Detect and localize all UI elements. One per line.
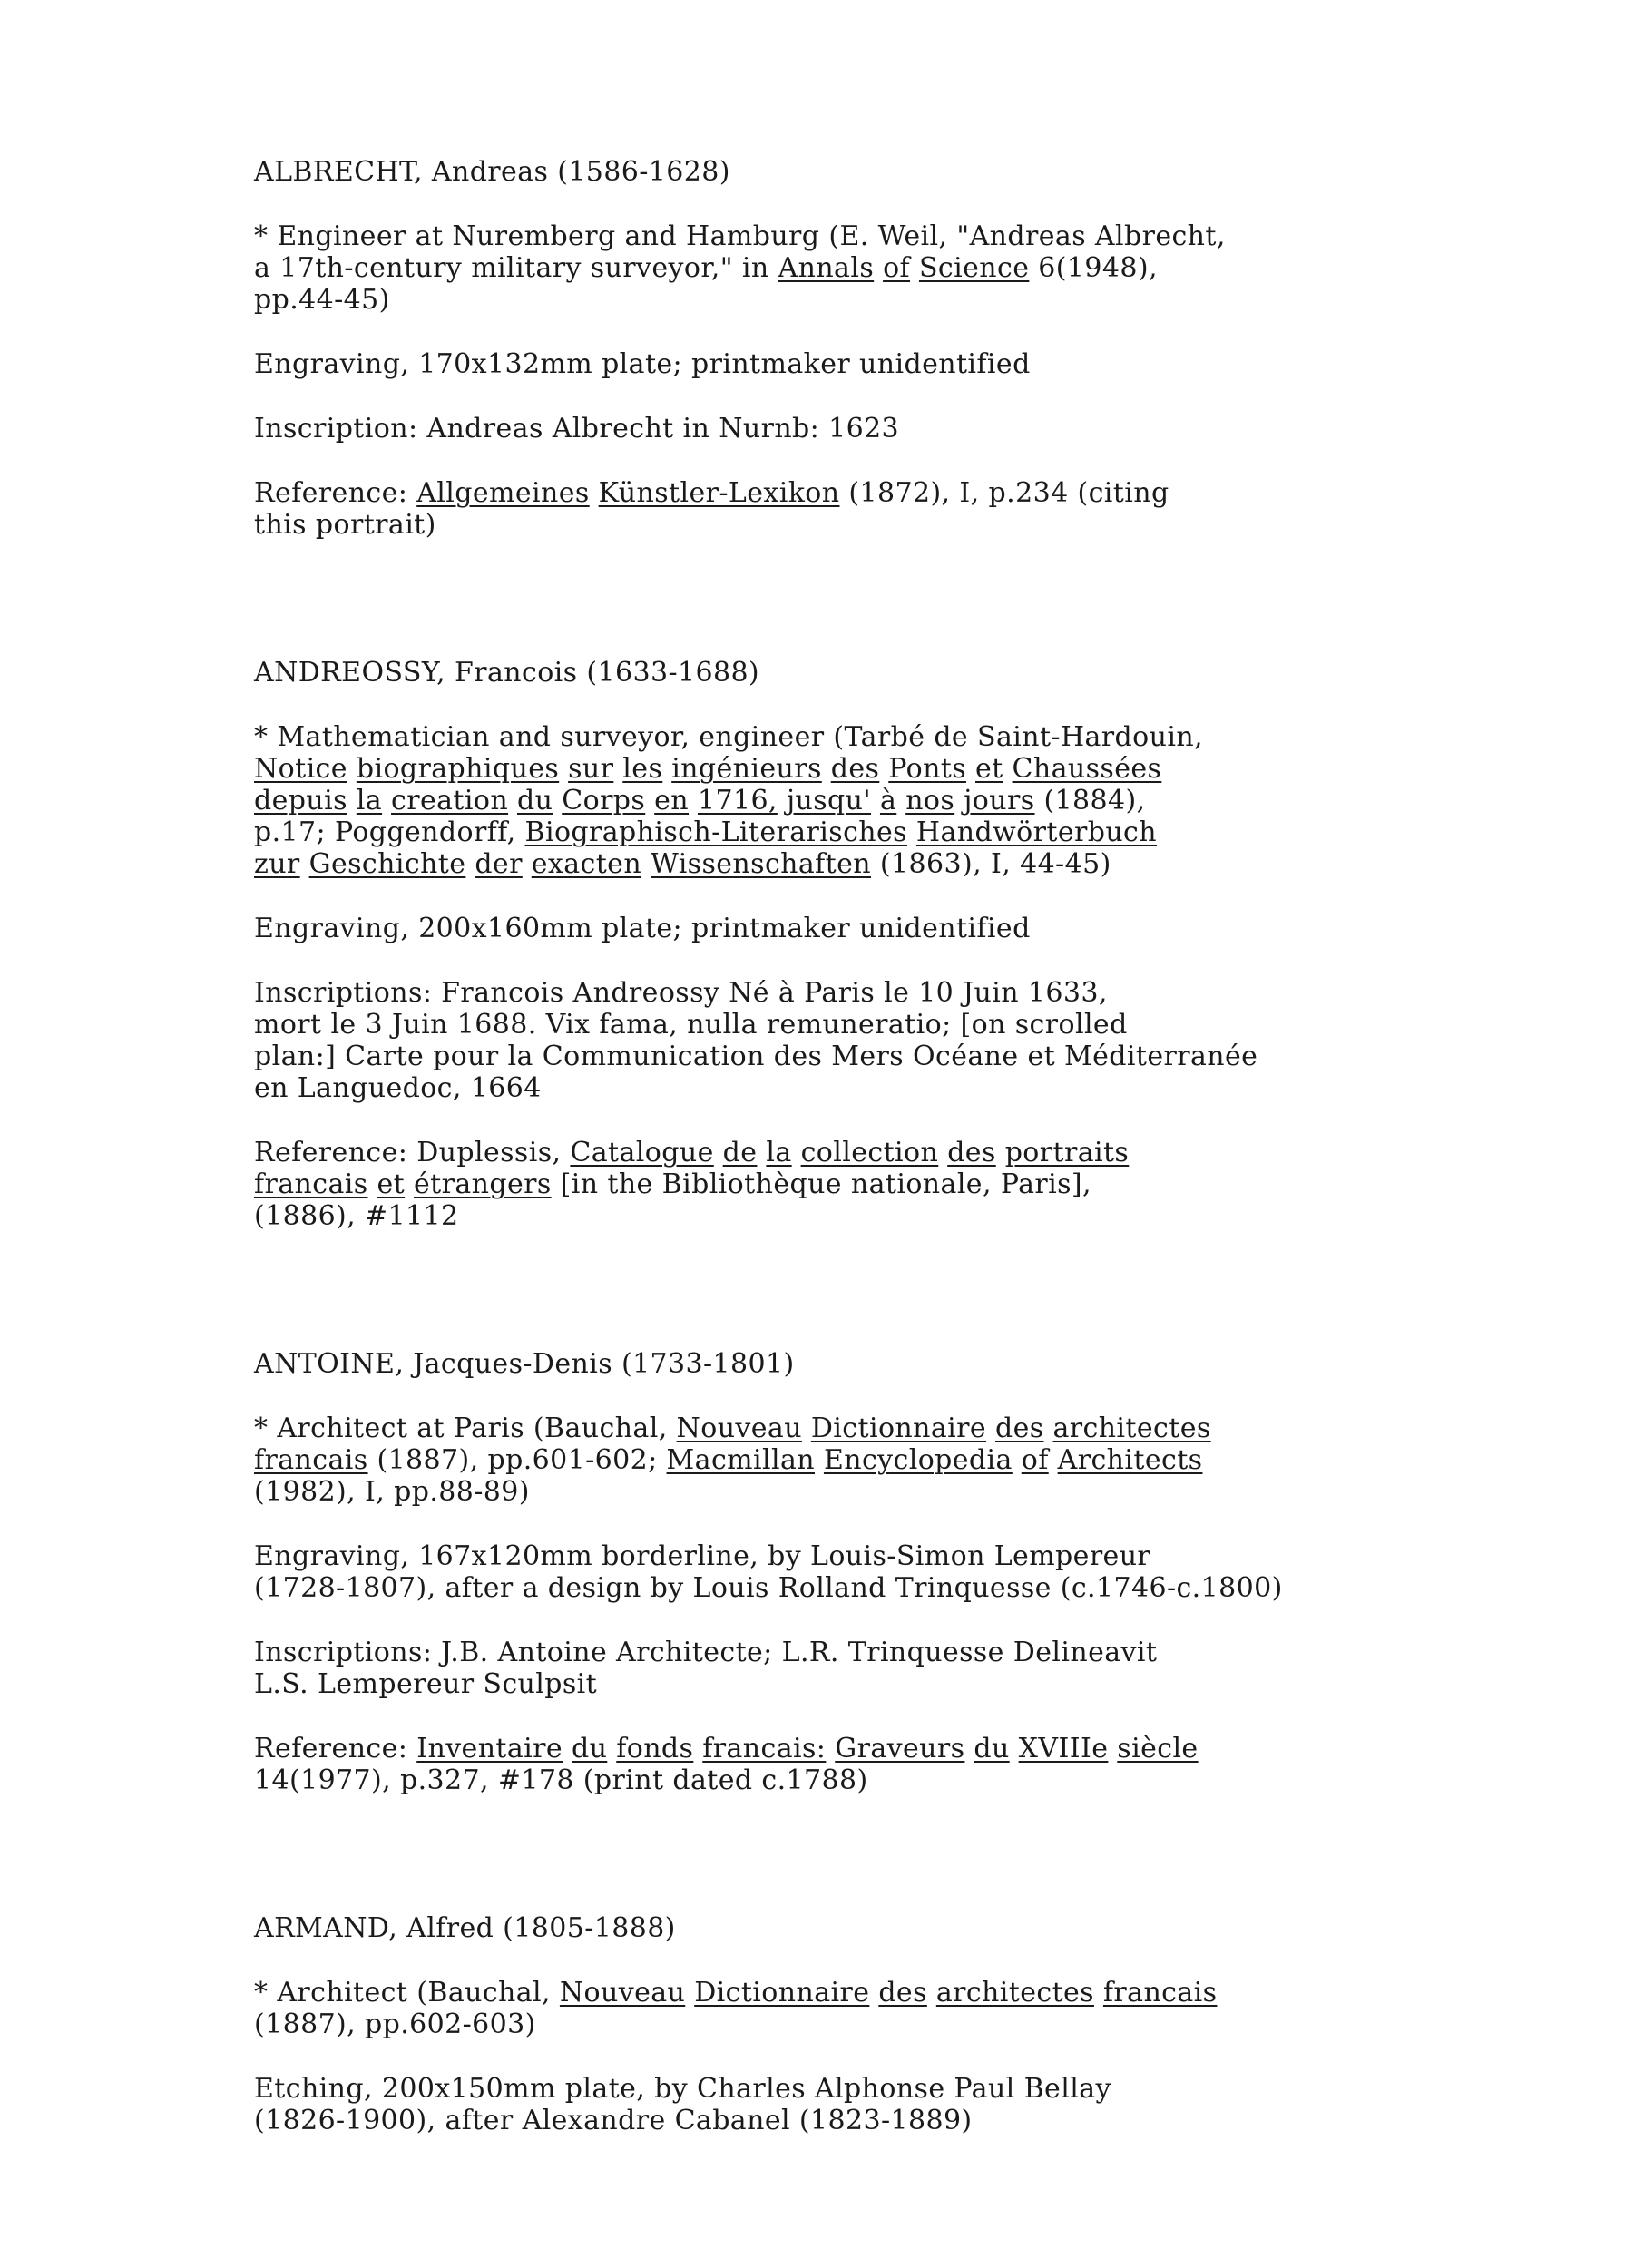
text-run [347,753,357,785]
underlined-title-word: des [830,753,880,785]
text-run [910,252,919,284]
underlined-title-word: et [377,1168,406,1200]
entry-heading: ANDREOSSY, Francois (1633-1688) [254,657,760,689]
text-run [693,1733,702,1765]
text-run [368,1168,377,1200]
text-run [822,753,831,785]
text-run: 14(1977), p.327, #178 (print dated c.1788) [254,1765,868,1796]
text-run: Engraving, 200x160mm plate; printmaker unidentified [254,913,1031,944]
text-run [964,1733,974,1765]
text-run [382,785,391,816]
underlined-title-word: of [883,252,911,284]
text-run: L.S. Lempereur Sculpsit [254,1668,598,1700]
text-run: a 17th-century military surveyor," in [254,252,778,284]
underlined-title-word: fonds [616,1733,694,1765]
underlined-title-word: Graveurs [835,1733,965,1765]
text-line [254,477,1524,509]
text-run [465,848,475,880]
text-run [907,816,916,848]
underlined-title-word: Handwörterbuch [915,816,1157,848]
text-run [590,477,599,509]
text-line [254,252,1524,284]
text-run: Engraving, 170x132mm plate; printmaker unidentified [254,348,1031,380]
underlined-title-word: Encyclopedia [823,1444,1013,1476]
underlined-title-word: architectes [935,1977,1094,2009]
text-run [792,1137,801,1168]
text-run [523,848,532,880]
text-line [254,1413,1524,1444]
text-line [254,977,1524,1009]
text-run [802,1413,811,1444]
text-line [254,1444,1524,1476]
text-line [254,816,1524,848]
text-line [254,1540,1524,1572]
text-run [685,1977,694,2009]
text-run: (1886), #1112 [254,1200,459,1232]
text-run [869,1977,878,2009]
underlined-title-word: Catalogue [570,1137,714,1168]
underlined-title-word: francais: [702,1733,827,1765]
text-run [874,252,883,284]
catalog-entry [254,1912,1524,2136]
text-run [645,785,654,816]
text-run [1010,1733,1019,1765]
entry-paragraph [254,477,1524,541]
text-run: en Languedoc, 1664 [254,1072,542,1104]
underlined-title-word: exacten [531,848,642,880]
underlined-title-word: jours [964,785,1035,816]
text-line [254,1977,1524,2009]
text-run: p.17; Poggendorff, [254,816,525,848]
entry-paragraph [254,1637,1524,1700]
text-run: (1872), I, p.234 (citing [839,477,1169,509]
underlined-title-word: des [994,1413,1044,1444]
text-run: Reference: [254,477,417,509]
underlined-title-word: Ponts [888,753,967,785]
text-line [254,785,1524,816]
text-run [757,1137,766,1168]
text-run: * Mathematician and surveyor, engineer (Tarbé de Saint-Hardouin, [254,721,1203,753]
text-line [254,2073,1524,2105]
text-run [879,753,888,785]
entry-paragraph [254,1733,1524,1796]
text-run [714,1137,723,1168]
underlined-title-word: Künstler-Lexikon [598,477,840,509]
text-run: Inscriptions: J.B. Antoine Architecte; L.R. Trinquesse Delineavit [254,1637,1158,1668]
text-line [254,509,1524,541]
text-run: * Architect at Paris (Bauchal, [254,1413,677,1444]
text-line [254,913,1524,944]
text-line [254,413,1524,445]
text-run [1108,1733,1117,1765]
text-run [815,1444,824,1476]
underlined-title-word: Science [918,252,1030,284]
underlined-title-word: des [947,1137,996,1168]
text-line [254,2105,1524,2136]
underlined-title-word: biographiques [356,753,560,785]
underlined-title-word: der [475,848,523,880]
underlined-title-word: siècle [1117,1733,1199,1765]
underlined-title-word: les [622,753,663,785]
underlined-title-word: du [974,1733,1010,1765]
text-run [954,785,964,816]
text-run: Reference: [254,1733,417,1765]
text-run [938,1137,947,1168]
text-line [254,1041,1524,1072]
text-run: mort le 3 Juin 1688. Vix fama, nulla remuneratio; [on scrolled [254,1009,1128,1041]
underlined-title-word: 1716, [697,785,778,816]
underlined-title-word: en [654,785,690,816]
text-run [347,785,357,816]
underlined-title-word: francais [1102,1977,1218,2009]
underlined-title-word: Biographisch-Literarisches [524,816,907,848]
text-run: [in the Bibliothèque nationale, Paris], [551,1168,1091,1200]
entry-paragraph [254,1540,1524,1604]
catalog-entry [254,1348,1524,1796]
text-run [613,753,622,785]
text-run: plan:] Carte pour la Communication des Mers Océane et Méditerranée [254,1041,1258,1072]
catalog-entry [254,156,1524,541]
entry-paragraph [254,2073,1524,2136]
underlined-title-word: depuis [254,785,347,816]
text-run [966,753,975,785]
underlined-title-word: et [974,753,1003,785]
text-run: (1826-1900), after Alexandre Cabanel (1823-1889) [254,2105,973,2136]
underlined-title-word: architectes [1052,1413,1211,1444]
text-run [1049,1444,1058,1476]
entry-paragraph [254,913,1524,944]
text-run: (1982), I, pp.88-89) [254,1476,530,1508]
entry-paragraph [254,1413,1524,1508]
underlined-title-word: of [1021,1444,1049,1476]
entry-paragraph [254,348,1524,380]
text-run [508,785,517,816]
text-run: (1887), pp.602-603) [254,2009,536,2040]
underlined-title-word: Nouveau [676,1413,802,1444]
underlined-title-word: nos [905,785,955,816]
underlined-title-word: jusqu' [786,785,872,816]
underlined-title-word: étrangers [414,1168,552,1200]
text-line [254,753,1524,785]
underlined-title-word: Wissenschaften [650,848,871,880]
text-run [689,785,698,816]
text-line [254,1137,1524,1168]
underlined-title-word: Corps [562,785,646,816]
underlined-title-word: du [571,1733,608,1765]
text-line [254,848,1524,880]
text-run: pp.44-45) [254,284,390,316]
text-run [405,1168,414,1200]
document-page [254,156,1524,2136]
underlined-title-word: des [878,1977,927,2009]
text-run: this portrait) [254,509,436,541]
text-run [563,1733,572,1765]
text-run [871,785,880,816]
text-run [996,1137,1005,1168]
text-run [986,1413,995,1444]
text-run: Engraving, 167x120mm borderline, by Louis-Simon Lempereur [254,1540,1151,1572]
entry-heading: ANTOINE, Jacques-Denis (1733-1801) [254,1348,795,1380]
text-line [254,1765,1524,1796]
text-line [254,1637,1524,1668]
underlined-title-word: ingénieurs [671,753,822,785]
catalog-entry [254,657,1524,1232]
text-run [1003,753,1013,785]
text-run: Inscriptions: Francois Andreossy Né à Paris le 10 Juin 1633, [254,977,1108,1009]
underlined-title-word: à [879,785,897,816]
underlined-title-word: Macmillan [666,1444,815,1476]
underlined-title-word: Dictionnaire [694,1977,870,2009]
text-run [607,1733,616,1765]
text-run: (1863), I, 44-45) [871,848,1111,880]
text-run [1044,1413,1053,1444]
underlined-title-word: de [722,1137,758,1168]
underlined-title-word: zur [254,848,300,880]
text-run: Reference: Duplessis, [254,1137,571,1168]
underlined-title-word: la [766,1137,792,1168]
text-run: (1887), pp.601-602; [367,1444,667,1476]
entry-paragraph [254,220,1524,316]
underlined-title-word: Dictionnaire [810,1413,987,1444]
text-line [254,1200,1524,1232]
text-line [254,1072,1524,1104]
underlined-title-word: Architects [1057,1444,1203,1476]
text-line [254,1733,1524,1765]
text-run: * Architect (Bauchal, [254,1977,560,2009]
entry-paragraph [254,721,1524,880]
underlined-title-word: Chaussées [1012,753,1162,785]
text-line [254,721,1524,753]
text-line [254,220,1524,252]
text-line [254,1572,1524,1604]
underlined-title-word: creation [391,785,509,816]
underlined-title-word: collection [800,1137,939,1168]
text-run [927,1977,936,2009]
underlined-title-word: Nouveau [559,1977,686,2009]
underlined-title-word: sur [568,753,614,785]
underlined-title-word: francais [254,1444,368,1476]
underlined-title-word: Geschichte [308,848,466,880]
text-run: Etching, 200x150mm plate, by Charles Alphonse Paul Bellay [254,2073,1111,2105]
text-run [1094,1977,1103,2009]
text-run: (1728-1807), after a design by Louis Rolland Trinquesse (c.1746-c.1800) [254,1572,1283,1604]
entry-paragraph [254,977,1524,1104]
text-line [254,284,1524,316]
text-run [896,785,905,816]
underlined-title-word: Annals [778,252,875,284]
entry-heading: ALBRECHT, Andreas (1586-1628) [254,156,730,188]
underlined-title-word: Allgemeines [416,477,590,509]
underlined-title-word: XVIIIe [1018,1733,1109,1765]
entry-paragraph [254,1137,1524,1232]
text-run [300,848,309,880]
text-line [254,1476,1524,1508]
text-run [662,753,671,785]
text-line [254,348,1524,380]
text-run [1013,1444,1022,1476]
text-run [553,785,562,816]
underlined-title-word: Notice [254,753,347,785]
underlined-title-word: Inventaire [416,1733,563,1765]
text-run [826,1733,835,1765]
text-run: (1884), [1034,785,1146,816]
entry-heading: ARMAND, Alfred (1805-1888) [254,1912,676,1944]
underlined-title-word: francais [254,1168,368,1200]
text-run [559,753,568,785]
text-run: * Engineer at Nuremberg and Hamburg (E. Weil, "Andreas Albrecht, [254,220,1226,252]
text-line [254,1668,1524,1700]
text-run: 6(1948), [1029,252,1158,284]
text-run [641,848,651,880]
text-line [254,2009,1524,2040]
text-line [254,1009,1524,1041]
text-run: Inscription: Andreas Albrecht in Nurnb: 1623 [254,413,900,445]
text-line [254,1168,1524,1200]
underlined-title-word: la [356,785,383,816]
text-run [778,785,787,816]
underlined-title-word: du [516,785,553,816]
underlined-title-word: portraits [1004,1137,1130,1168]
entry-paragraph [254,413,1524,445]
entry-paragraph [254,1977,1524,2040]
